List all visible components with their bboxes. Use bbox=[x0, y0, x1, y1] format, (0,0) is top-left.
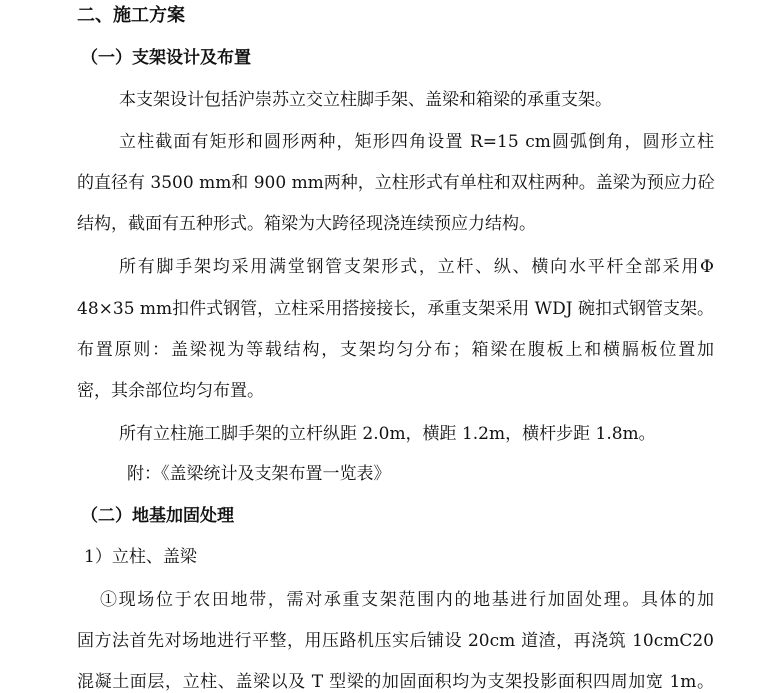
paragraph-scaffold-line-4: 密，其余部位均匀布置。 bbox=[77, 381, 264, 401]
paragraph-scope: 本支架设计包括沪崇苏立交立柱脚手架、盖梁和箱梁的承重支架。 bbox=[119, 90, 612, 110]
paragraph-scaffold-line-2: 48×35 mm扣件式钢管，立柱采用搭接接长，承重支架采用 WDJ 碗扣式钢管支架。 bbox=[77, 299, 714, 319]
list-item-column-cap-beam: 1）立柱、盖梁 bbox=[84, 547, 197, 567]
subsection-heading-support-design: （一）支架设计及布置 bbox=[81, 48, 251, 68]
appendix-reference: 附：《盖梁统计及支架布置一览表》 bbox=[127, 464, 391, 484]
paragraph-foundation-line-3: 混凝土面层，立柱、盖梁以及 T 型梁的加固面积均为支架投影面积四周加宽 1m。 bbox=[77, 672, 714, 692]
paragraph-foundation-line-2: 固方法首先对场地进行平整，用压路机压实后铺设 20cm 道渣，再浇筑 10cmC20 bbox=[77, 631, 714, 651]
paragraph-column-line-1: 立柱截面有矩形和圆形两种，矩形四角设置 R=15 cm圆弧倒角，圆形立柱 bbox=[119, 132, 714, 152]
subsection-heading-foundation: （二）地基加固处理 bbox=[81, 506, 234, 526]
paragraph-foundation-line-1: ①现场位于农田地带，需对承重支架范围内的地基进行加固处理。具体的加 bbox=[100, 590, 714, 610]
paragraph-scaffold-line-1: 所有脚手架均采用满堂钢管支架形式，立杆、纵、横向水平杆全部采用Φ bbox=[119, 257, 714, 277]
paragraph-column-line-2: 的直径有 3500 mm和 900 mm两种，立柱形式有单柱和双柱两种。盖梁为预应力砼 bbox=[77, 173, 715, 193]
paragraph-scaffold-line-3: 布置原则：盖梁视为等载结构，支架均匀分布；箱梁在腹板上和横膈板位置加 bbox=[77, 340, 714, 360]
section-heading: 二、施工方案 bbox=[77, 5, 185, 26]
paragraph-column-line-3: 结构，截面有五种形式。箱梁为大跨径现浇连续预应力结构。 bbox=[77, 214, 536, 234]
paragraph-spacing: 所有立柱施工脚手架的立杆纵距 2.0m，横距 1.2m，横杆步距 1.8m。 bbox=[119, 424, 656, 444]
